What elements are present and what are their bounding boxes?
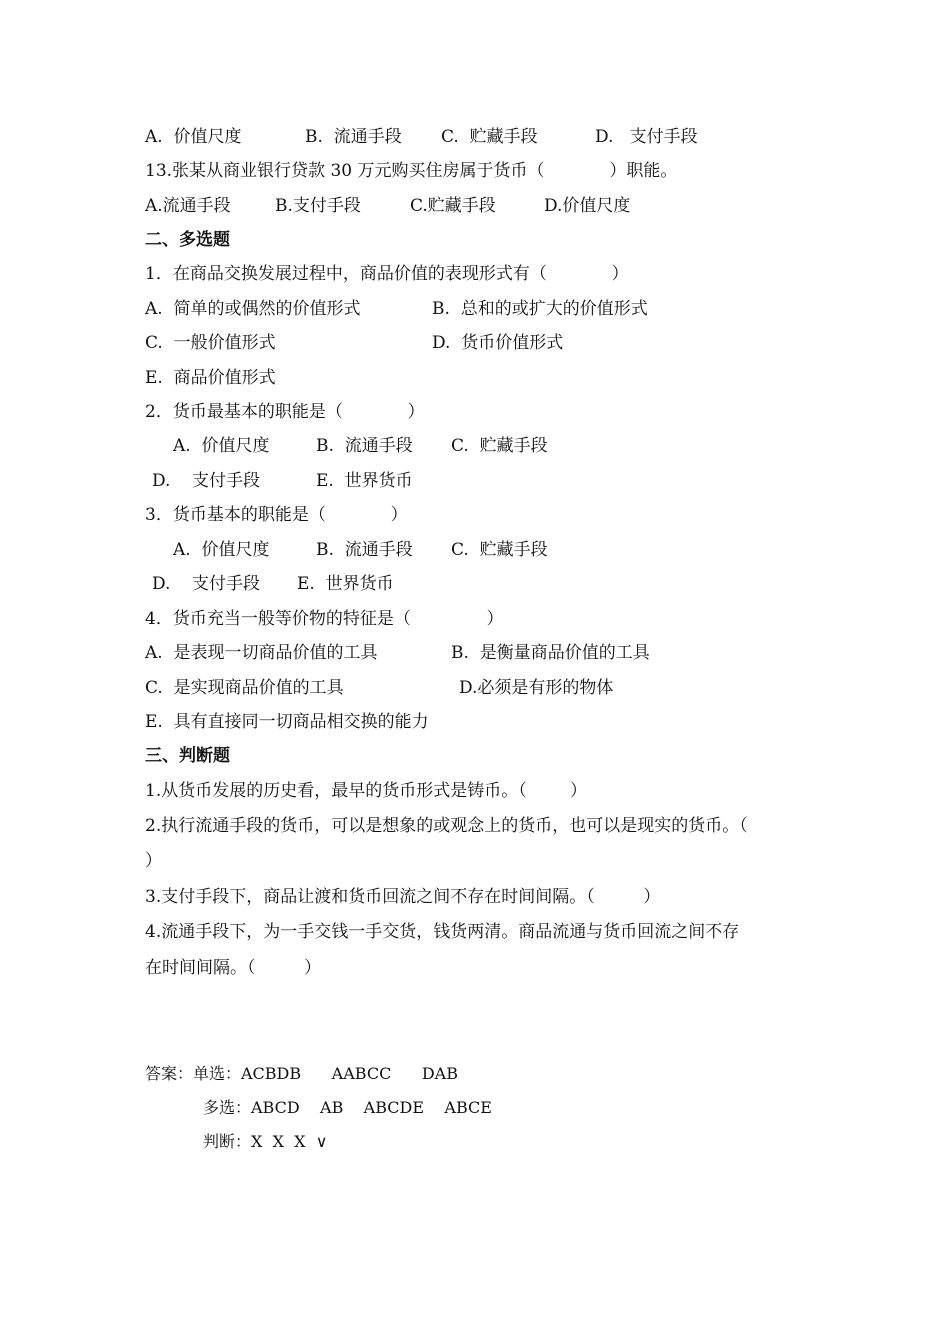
q12-option-b: B. 流通手段 bbox=[305, 127, 402, 147]
tf-q3-text: 3.支付手段下，商品让渡和货币回流之间不存在时间间隔。（ ） bbox=[145, 887, 661, 907]
mc-q3-text: 3．货币基本的职能是（ ） bbox=[145, 505, 408, 525]
q12-option-a: A. 价值尺度 bbox=[145, 127, 242, 147]
mc-q2-option-a: A. 价值尺度 bbox=[173, 436, 270, 456]
q12-option-c: C. 贮藏手段 bbox=[441, 127, 538, 147]
mc-q3-option-b: B. 流通手段 bbox=[316, 540, 413, 560]
mc-q4-option-e: E. 具有直接同一切商品相交换的能力 bbox=[145, 712, 429, 732]
mc-q1-option-d: D. 货币价值形式 bbox=[432, 333, 564, 353]
mc-q1-option-b: B. 总和的或扩大的价值形式 bbox=[432, 299, 648, 319]
mc-q1-text: 1．在商品交换发展过程中，商品价值的表现形式有（ ） bbox=[145, 264, 629, 284]
q13-option-b: B.支付手段 bbox=[275, 196, 361, 216]
tf-q4-text-line2: 在时间间隔。（ ） bbox=[145, 958, 322, 978]
mc-q1-option-e: E. 商品价值形式 bbox=[145, 368, 276, 388]
q12-option-d: D. 支付手段 bbox=[595, 127, 698, 147]
tf-q2-text-line1: 2.执行流通手段的货币，可以是想象的或观念上的货币，也可以是现实的货币。（ bbox=[145, 816, 748, 836]
mc-q4-option-a: A. 是表现一切商品价值的工具 bbox=[145, 643, 378, 663]
answer-judge: 判断：X X X ∨ bbox=[203, 1132, 328, 1151]
q13-text: 13.张某从商业银行贷款 30 万元购买住房属于货币（ ）职能。 bbox=[145, 161, 678, 181]
mc-q2-text: 2．货币最基本的职能是（ ） bbox=[145, 402, 425, 422]
answer-single: 答案：单选：ACBDB AABCC DAB bbox=[145, 1064, 458, 1083]
mc-q4-text: 4．货币充当一般等价物的特征是（ ） bbox=[145, 609, 504, 629]
mc-q4-option-d: D.必须是有形的物体 bbox=[459, 678, 614, 698]
mc-q3-option-e: E. 世界货币 bbox=[297, 574, 394, 594]
mc-q1-option-a: A. 简单的或偶然的价值形式 bbox=[145, 299, 361, 319]
mc-q2-option-d: D. 支付手段 bbox=[152, 471, 261, 491]
mc-q3-option-a: A. 价值尺度 bbox=[173, 540, 270, 560]
mc-q2-option-b: B. 流通手段 bbox=[316, 436, 413, 456]
mc-q3-option-d: D. 支付手段 bbox=[152, 574, 261, 594]
tf-q4-text-line1: 4.流通手段下，为一手交钱一手交货，钱货两清。商品流通与货币回流之间不存 bbox=[145, 922, 740, 942]
tf-q2-text-line2: ） bbox=[145, 851, 162, 871]
q13-option-a: A.流通手段 bbox=[145, 196, 231, 216]
mc-q3-option-c: C. 贮藏手段 bbox=[451, 540, 548, 560]
mc-q4-option-b: B. 是衡量商品价值的工具 bbox=[451, 643, 650, 663]
q13-option-d: D.价值尺度 bbox=[544, 196, 631, 216]
multi-choice-heading: 二、多选题 bbox=[145, 230, 230, 250]
mc-q4-option-c: C. 是实现商品价值的工具 bbox=[145, 678, 344, 698]
q13-option-c: C.贮藏手段 bbox=[410, 196, 496, 216]
true-false-heading: 三、判断题 bbox=[145, 746, 230, 766]
answer-multi: 多选：ABCD AB ABCDE ABCE bbox=[203, 1098, 492, 1117]
mc-q2-option-c: C. 贮藏手段 bbox=[451, 436, 548, 456]
mc-q1-option-c: C. 一般价值形式 bbox=[145, 333, 276, 353]
tf-q1-text: 1.从货币发展的历史看，最早的货币形式是铸币。（ ） bbox=[145, 781, 587, 801]
mc-q2-option-e: E. 世界货币 bbox=[316, 471, 413, 491]
